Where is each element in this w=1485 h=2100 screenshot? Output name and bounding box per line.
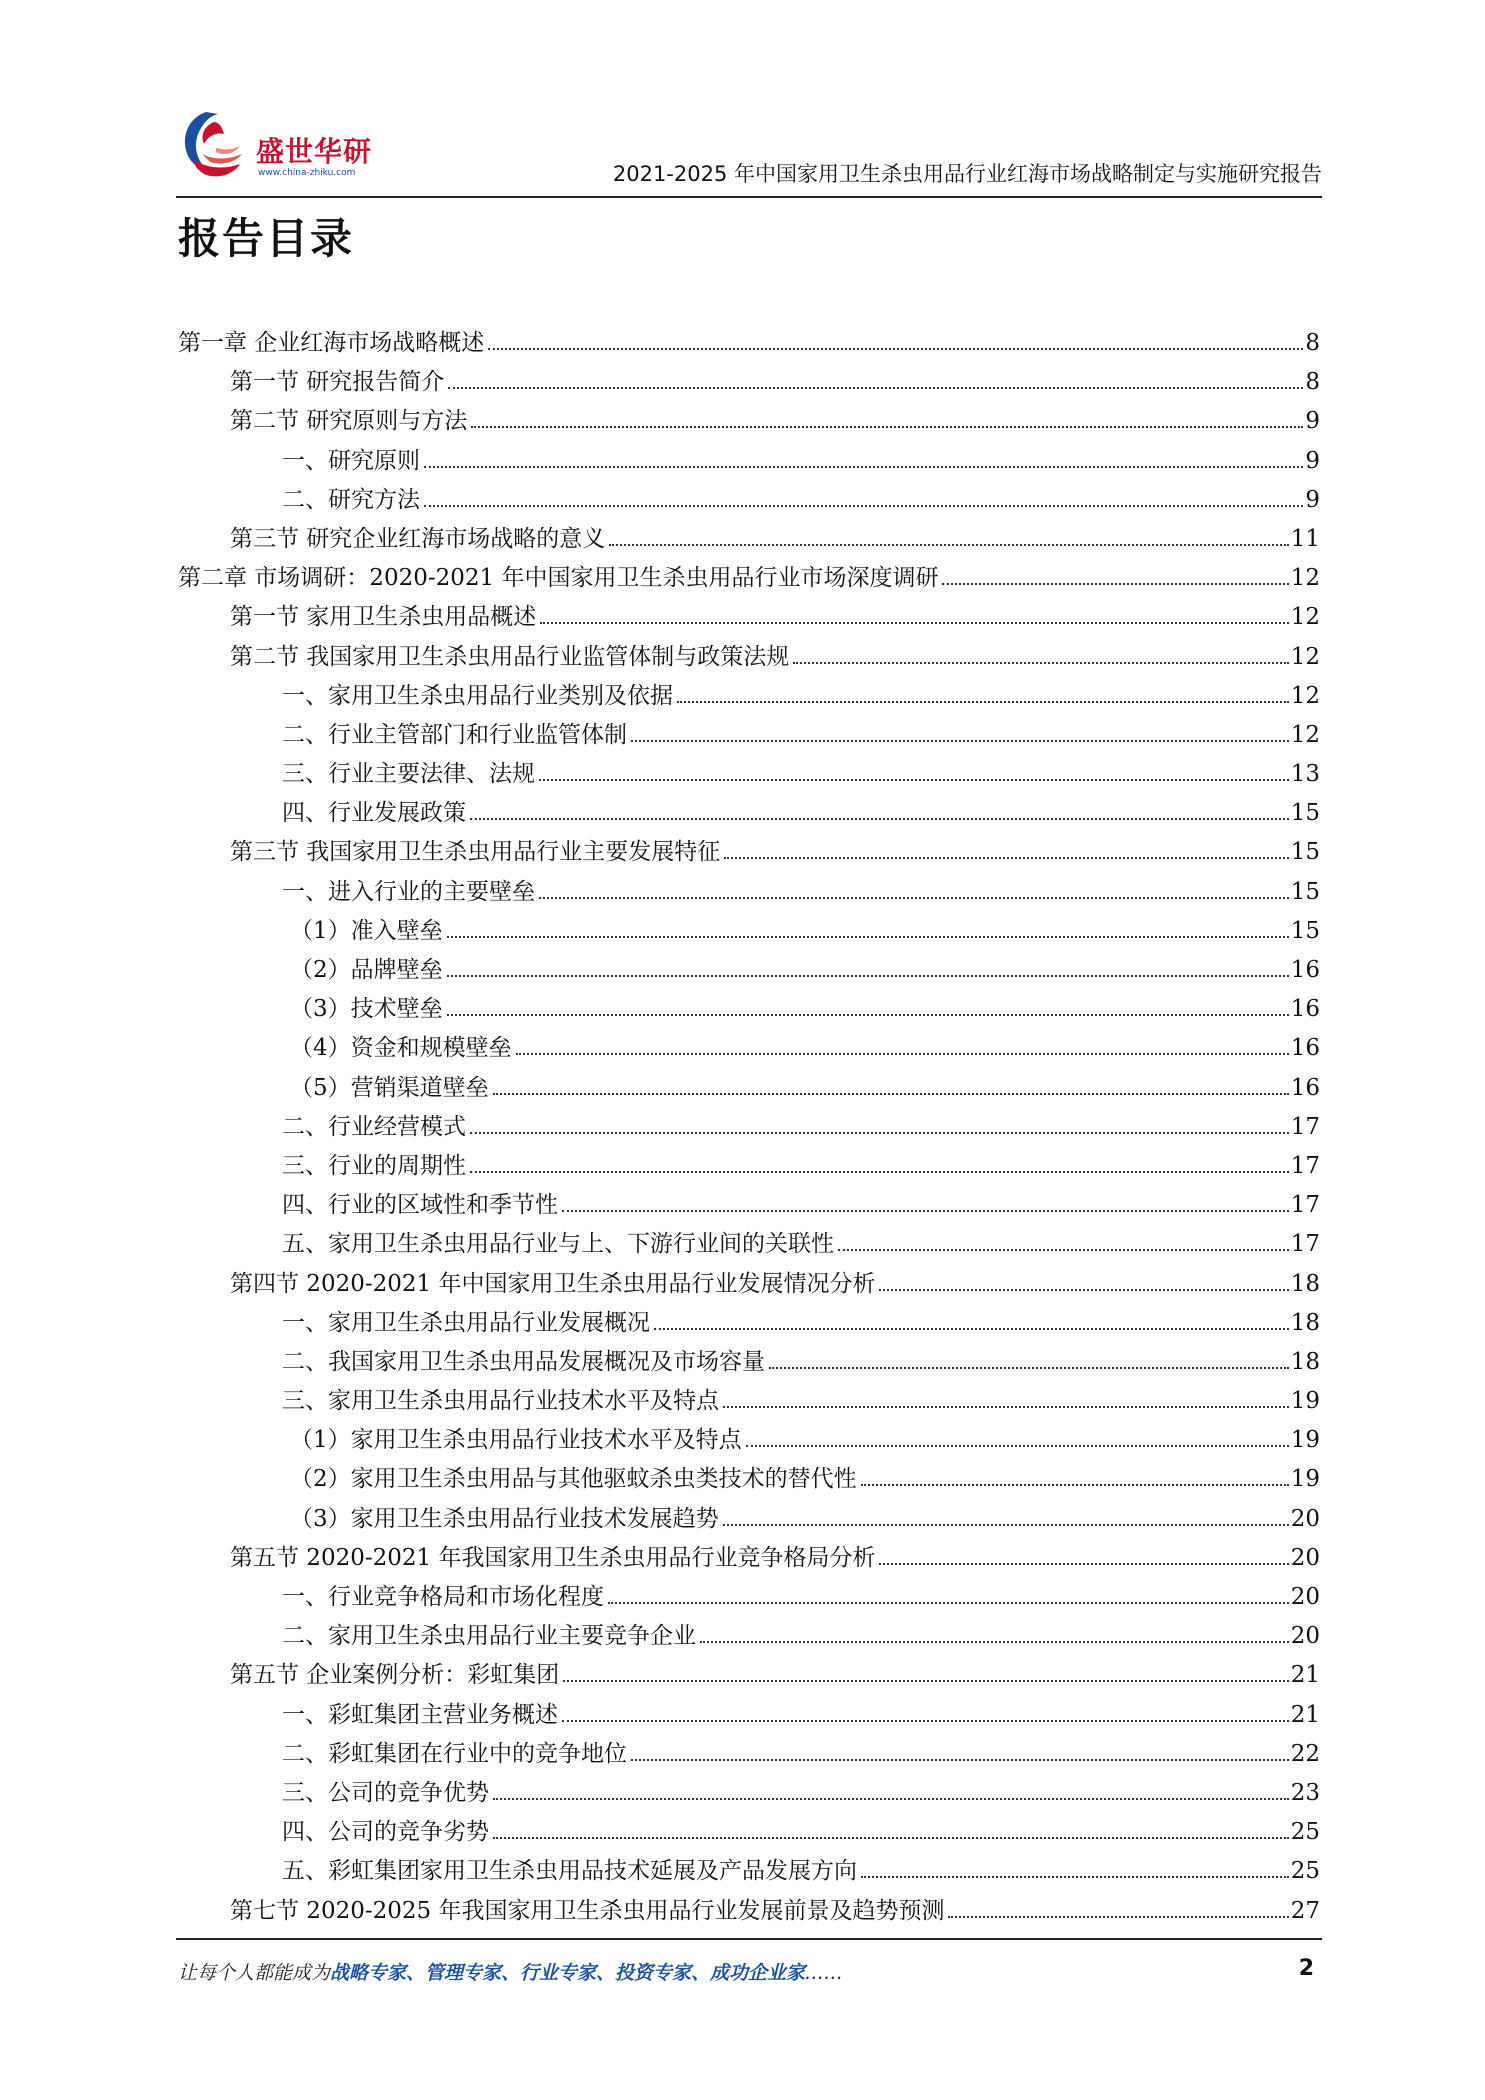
toc-entry[interactable] <box>178 1265 1320 1304</box>
toc-entry-page: 22 <box>1290 1740 1320 1767</box>
toc-entry[interactable] <box>178 677 1320 716</box>
toc-leader-dots <box>879 1563 1288 1565</box>
toc-entry[interactable] <box>178 716 1320 755</box>
toc-entry-page: 15 <box>1290 878 1320 905</box>
toc-entry-title: 二、研究方法 <box>282 486 420 513</box>
toc-leader-dots <box>539 897 1289 899</box>
toc-entry-page: 20 <box>1290 1544 1320 1571</box>
toc-leader-dots <box>562 1210 1289 1212</box>
toc-leader-dots <box>448 387 1303 389</box>
toc-entry-page: 21 <box>1290 1701 1320 1728</box>
footer-highlight: 战略专家、管理专家、行业专家、投资专家、成功企业家 <box>330 1962 806 1984</box>
toc-entry-page: 17 <box>1290 1192 1320 1219</box>
toc-entry-title: （2）品牌壁垒 <box>290 957 443 983</box>
toc-entry-page: 15 <box>1290 917 1320 944</box>
toc-entry-title: （1）准入壁垒 <box>290 917 443 944</box>
toc-entry[interactable] <box>178 990 1320 1029</box>
toc-entry-page: 19 <box>1290 1427 1320 1454</box>
toc-entry[interactable] <box>178 833 1320 872</box>
toc-entry-page: 21 <box>1290 1662 1320 1689</box>
toc-entry-page: 11 <box>1290 525 1320 552</box>
toc-leader-dots <box>563 1680 1288 1682</box>
toc-entry-page: 9 <box>1305 447 1320 474</box>
toc-leader-dots <box>539 779 1289 781</box>
toc-leader-dots <box>631 740 1289 742</box>
toc-entry[interactable] <box>178 1852 1320 1891</box>
toc-leader-dots <box>793 662 1288 664</box>
logo-url: www.china-zhiku.com <box>258 168 356 178</box>
toc-entry-title: 第三节 研究企业红海市场战略的意义 <box>230 525 606 552</box>
toc-entry[interactable] <box>178 1774 1320 1813</box>
toc-entry[interactable] <box>178 1421 1320 1460</box>
toc-entry[interactable] <box>178 363 1320 402</box>
toc-entry[interactable] <box>178 1382 1320 1421</box>
logo-emblem-icon <box>176 104 256 184</box>
toc-entry-page: 20 <box>1290 1505 1320 1532</box>
toc-entry[interactable] <box>178 559 1320 598</box>
toc-entry-page: 8 <box>1305 369 1320 396</box>
toc-leader-dots <box>838 1249 1289 1251</box>
toc-leader-dots <box>562 1720 1289 1722</box>
toc-entry-page: 18 <box>1290 1309 1320 1336</box>
toc-entry-page: 12 <box>1290 604 1320 631</box>
page-footer <box>176 1938 1322 2000</box>
toc-entry-title: （3）家用卫生杀虫用品行业技术发展趋势 <box>290 1505 719 1532</box>
toc-entry[interactable] <box>178 912 1320 951</box>
toc-entry[interactable] <box>178 638 1320 677</box>
toc-entry-title: 一、彩虹集团主营业务概述 <box>282 1701 558 1728</box>
toc-entry[interactable] <box>178 1108 1320 1147</box>
toc-entry-page: 18 <box>1290 1270 1320 1297</box>
toc-leader-dots <box>861 1484 1289 1486</box>
toc-entry-title: 第四节 2020-2021 年中国家用卫生杀虫用品行业发展情况分析 <box>230 1270 876 1297</box>
toc-leader-dots <box>609 544 1288 546</box>
toc-entry-title: 五、家用卫生杀虫用品行业与上、下游行业间的关联性 <box>282 1231 834 1258</box>
toc-entry[interactable] <box>178 1656 1320 1695</box>
toc-entry-title: 二、我国家用卫生杀虫用品发展概况及市场容量 <box>282 1348 765 1375</box>
toc-entry[interactable] <box>178 1147 1320 1186</box>
toc-entry-title: 第二节 我国家用卫生杀虫用品行业监管体制与政策法规 <box>230 643 790 670</box>
toc-entry[interactable] <box>178 1539 1320 1578</box>
toc-entry-page: 12 <box>1290 643 1320 670</box>
toc-entry-page: 25 <box>1290 1858 1320 1885</box>
toc-entry-title: 二、行业经营模式 <box>282 1113 466 1140</box>
toc-entry-page: 17 <box>1290 1231 1320 1258</box>
toc-entry[interactable] <box>178 1500 1320 1539</box>
table-of-contents <box>178 324 1320 1931</box>
toc-entry-title: 第一节 家用卫生杀虫用品概述 <box>230 604 537 631</box>
toc-entry-page: 9 <box>1305 486 1320 513</box>
toc-entry-title: （1）家用卫生杀虫用品行业技术水平及特点 <box>290 1427 742 1454</box>
company-logo <box>176 104 376 188</box>
toc-entry-title: 三、家用卫生杀虫用品行业技术水平及特点 <box>282 1388 719 1415</box>
footer-suffix: …… <box>805 1962 844 1984</box>
toc-entry[interactable] <box>178 1304 1320 1343</box>
toc-entry-title: 第一章 企业红海市场战略概述 <box>178 330 485 356</box>
toc-entry-title: 四、行业的区域性和季节性 <box>282 1192 558 1219</box>
toc-entry[interactable] <box>178 1617 1320 1656</box>
toc-leader-dots <box>724 857 1288 859</box>
toc-entry-title: 四、公司的竞争劣势 <box>282 1819 489 1846</box>
toc-entry-page: 16 <box>1290 996 1320 1023</box>
page-title: 报告目录 <box>178 214 355 263</box>
toc-entry-page: 8 <box>1305 330 1320 356</box>
toc-entry-page: 16 <box>1290 1074 1320 1101</box>
toc-entry-title: 第七节 2020-2025 年我国家用卫生杀虫用品行业发展前景及趋势预测 <box>230 1897 945 1924</box>
toc-entry[interactable] <box>178 520 1320 559</box>
toc-entry-title: 第二节 研究原则与方法 <box>230 408 468 435</box>
toc-leader-dots <box>493 1837 1289 1839</box>
toc-entry-page: 13 <box>1290 761 1320 788</box>
toc-entry[interactable] <box>178 402 1320 441</box>
toc-entry-page: 12 <box>1290 721 1320 748</box>
toc-entry[interactable] <box>178 1069 1320 1108</box>
toc-entry-title: 二、行业主管部门和行业监管体制 <box>282 721 627 748</box>
toc-entry-page: 12 <box>1290 682 1320 709</box>
toc-leader-dots <box>942 583 1288 585</box>
toc-entry-title: 第五节 企业案例分析：彩虹集团 <box>230 1662 560 1689</box>
page-number: 2 <box>1298 1956 1314 1981</box>
toc-entry-title: （2）家用卫生杀虫用品与其他驱蚊杀虫类技术的替代性 <box>290 1466 857 1493</box>
toc-leader-dots <box>470 818 1289 820</box>
toc-leader-dots <box>769 1367 1289 1369</box>
toc-entry-title: （4）资金和规模壁垒 <box>290 1035 512 1062</box>
toc-entry[interactable] <box>178 1696 1320 1735</box>
toc-entry[interactable] <box>178 1892 1320 1931</box>
toc-leader-dots <box>879 1289 1288 1291</box>
toc-leader-dots <box>654 1328 1289 1330</box>
toc-entry-page: 27 <box>1290 1897 1320 1924</box>
toc-entry-title: 三、公司的竞争优势 <box>282 1779 489 1806</box>
toc-entry-title: 二、彩虹集团在行业中的竞争地位 <box>282 1740 627 1767</box>
toc-entry[interactable] <box>178 1813 1320 1852</box>
toc-leader-dots <box>700 1641 1289 1643</box>
toc-leader-dots <box>608 1602 1289 1604</box>
toc-entry-title: 一、进入行业的主要壁垒 <box>282 878 535 905</box>
toc-entry[interactable] <box>178 1735 1320 1774</box>
toc-entry-page: 16 <box>1290 957 1320 983</box>
toc-entry-title: 三、行业主要法律、法规 <box>282 761 535 788</box>
toc-entry-page: 25 <box>1290 1819 1320 1846</box>
toc-entry-title: 一、家用卫生杀虫用品行业类别及依据 <box>282 682 673 709</box>
toc-entry-page: 18 <box>1290 1348 1320 1375</box>
toc-entry[interactable] <box>178 1460 1320 1499</box>
toc-entry[interactable] <box>178 324 1320 363</box>
toc-entry[interactable] <box>178 951 1320 990</box>
toc-entry[interactable] <box>178 1225 1320 1264</box>
report-title: 2021-2025 年中国家用卫生杀虫用品行业红海市场战略制定与实施研究报告 <box>612 162 1322 186</box>
toc-entry-page: 15 <box>1290 839 1320 866</box>
toc-entry[interactable] <box>178 755 1320 794</box>
toc-entry-page: 19 <box>1290 1466 1320 1493</box>
toc-leader-dots <box>948 1916 1288 1918</box>
toc-entry-page: 16 <box>1290 1035 1320 1062</box>
toc-leader-dots <box>447 975 1289 977</box>
toc-leader-dots <box>470 1171 1289 1173</box>
toc-entry-page: 17 <box>1290 1152 1320 1179</box>
toc-leader-dots <box>424 466 1303 468</box>
toc-entry[interactable] <box>178 873 1320 912</box>
toc-entry-page: 20 <box>1290 1584 1320 1610</box>
footer-prefix: 让每个人都能成为 <box>178 1962 331 1984</box>
toc-entry[interactable] <box>178 1186 1320 1225</box>
toc-leader-dots <box>493 1093 1289 1095</box>
toc-entry[interactable] <box>178 1343 1320 1382</box>
toc-leader-dots <box>631 1759 1289 1761</box>
toc-entry[interactable] <box>178 794 1320 833</box>
page-header <box>176 104 1322 198</box>
toc-leader-dots <box>861 1876 1289 1878</box>
toc-entry-title: 四、行业发展政策 <box>282 800 466 827</box>
toc-entry-title: 三、行业的周期性 <box>282 1152 466 1179</box>
toc-leader-dots <box>424 505 1303 507</box>
toc-entry-title: 一、研究原则 <box>282 447 420 474</box>
toc-entry-page: 12 <box>1290 565 1320 592</box>
toc-leader-dots <box>516 1053 1289 1055</box>
toc-leader-dots <box>493 1798 1289 1800</box>
toc-entry-title: 一、行业竞争格局和市场化程度 <box>282 1584 604 1610</box>
toc-entry-page: 23 <box>1290 1779 1320 1806</box>
toc-entry-page: 19 <box>1290 1388 1320 1415</box>
toc-entry-page: 20 <box>1290 1623 1320 1650</box>
footer-slogan <box>178 1958 843 1985</box>
toc-leader-dots <box>723 1406 1289 1408</box>
toc-entry-title: 五、彩虹集团家用卫生杀虫用品技术延展及产品发展方向 <box>282 1858 857 1885</box>
toc-leader-dots <box>471 426 1303 428</box>
toc-leader-dots <box>488 348 1303 350</box>
toc-leader-dots <box>540 622 1288 624</box>
toc-entry[interactable] <box>178 598 1320 637</box>
logo-name: 盛世华研 <box>256 135 373 168</box>
toc-entry-title: 二、家用卫生杀虫用品行业主要竞争企业 <box>282 1623 696 1650</box>
toc-entry-page: 9 <box>1305 408 1320 435</box>
toc-entry-title: 第二章 市场调研：2020-2021 年中国家用卫生杀虫用品行业市场深度调研 <box>178 565 939 592</box>
toc-entry-title: 第五节 2020-2021 年我国家用卫生杀虫用品行业竞争格局分析 <box>230 1544 876 1571</box>
toc-entry[interactable] <box>178 481 1320 520</box>
toc-entry-title: 第三节 我国家用卫生杀虫用品行业主要发展特征 <box>230 839 721 866</box>
toc-entry-title: （5）营销渠道壁垒 <box>290 1074 489 1101</box>
toc-entry-page: 17 <box>1290 1113 1320 1140</box>
toc-leader-dots <box>470 1132 1289 1134</box>
toc-leader-dots <box>677 701 1289 703</box>
toc-entry-title: （3）技术壁垒 <box>290 996 443 1023</box>
toc-entry[interactable] <box>178 442 1320 481</box>
toc-leader-dots <box>447 1014 1289 1016</box>
toc-leader-dots <box>447 936 1289 938</box>
toc-leader-dots <box>746 1445 1289 1447</box>
toc-entry-page: 15 <box>1290 800 1320 827</box>
toc-entry-title: 第一节 研究报告简介 <box>230 369 445 396</box>
toc-entry[interactable] <box>178 1578 1320 1617</box>
toc-leader-dots <box>723 1524 1289 1526</box>
toc-entry[interactable] <box>178 1029 1320 1068</box>
toc-entry-title: 一、家用卫生杀虫用品行业发展概况 <box>282 1309 650 1336</box>
